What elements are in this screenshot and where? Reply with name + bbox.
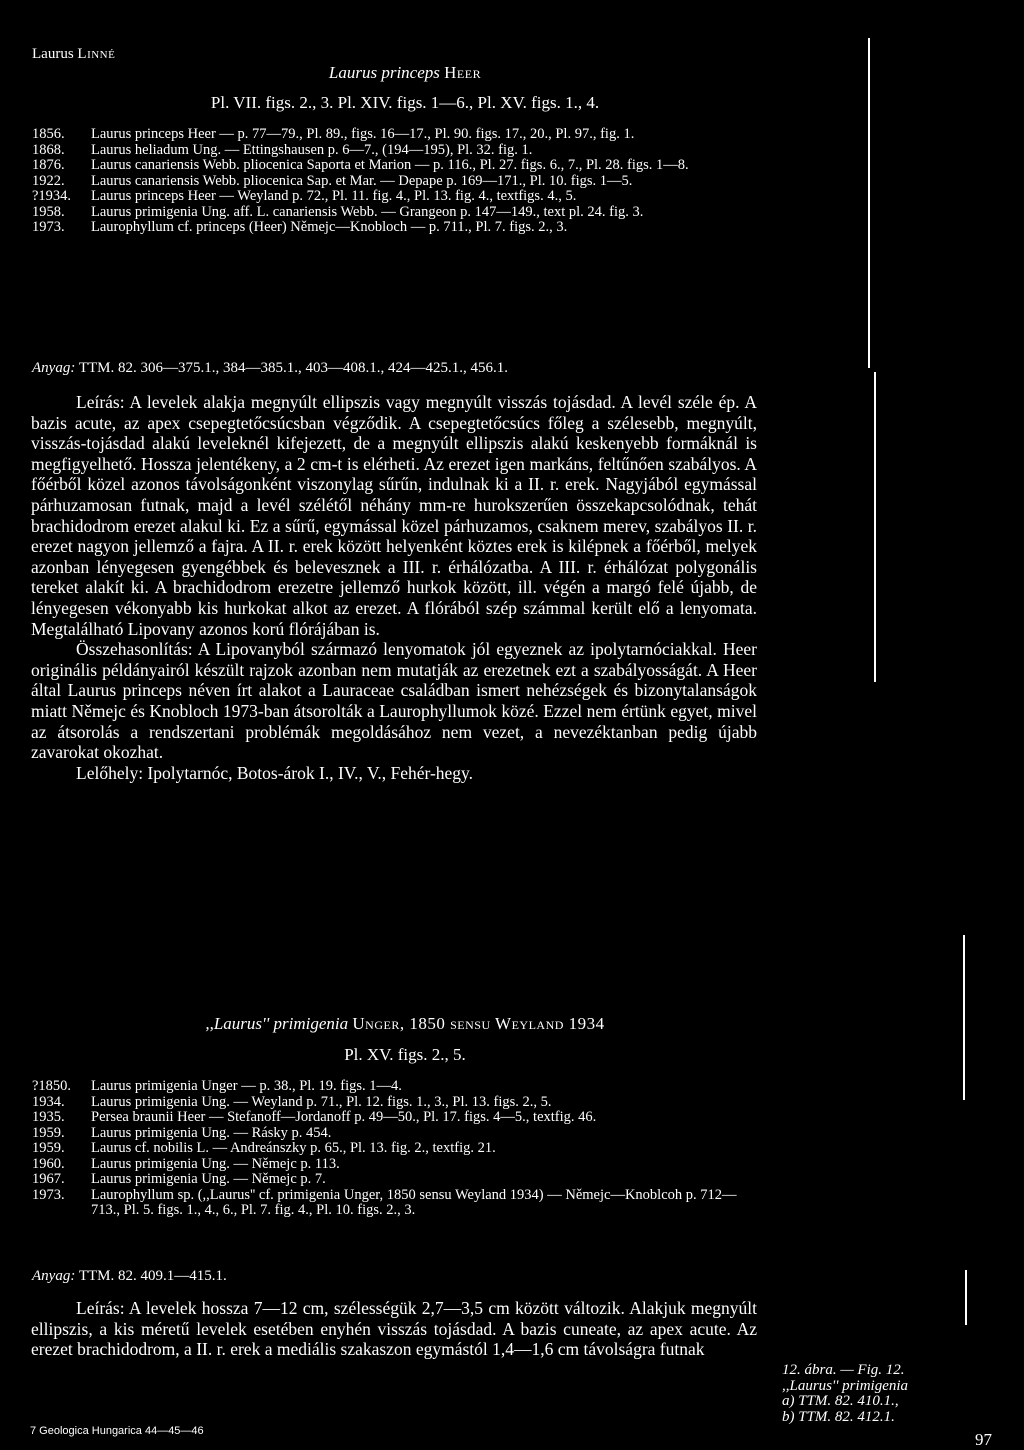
synonymy-year: 1960. [32, 1155, 65, 1172]
synonymy-entry [32, 1141, 762, 1157]
synonymy-entry [32, 158, 762, 174]
synonymy-text: Laurus primigenia Ung. — Rásky p. 454. [91, 1124, 332, 1141]
comparison-paragraph: Összehasonlítás: A Lipovanyból származó lenyomatok jól egyeznek az ipolytarnóciakkal. Heer originális példányairól készült rajzok azonban nem mutatják az erezetnek ezt a szabályosságát. A Heer által Laurus princeps néven írt alakot a Lauraceae családban ismert nehézségek és bizonytalanságok miatt Němejc és Knobloch 1973-ban átsorolták a Laurophyllumok közé. Ezzel nem értünk egyet, mivel az átsorolás a rendszertani problémák megoldásához nem vezet, a nevezéktanban pedig újabb zavarokat okozhat. [31, 639, 757, 763]
locality-paragraph: Lelőhely: Ipolytarnóc, Botos-árok I., IV., V., Fehér-hegy. [76, 762, 474, 783]
synonymy-text: Laurus primigenia Ung. — Němejc p. 7. [91, 1171, 326, 1187]
synonymy-entry [32, 1172, 762, 1188]
margin-line [965, 1270, 967, 1325]
synonymy-text: Laurus primigenia Ung. — Weyland p. 71., Pl. 12. figs. 1., 3., Pl. 13. figs. 2., 5. [91, 1093, 552, 1110]
synonymy-text: Laurophyllum cf. princeps (Heer) Němejc—Knobloch — p. 711., Pl. 7. figs. 2., 3. [91, 219, 568, 235]
synonymy-year: 1876. [32, 157, 65, 173]
synonymy-text: Laurus primigenia Ung. aff. L. canariensis Webb. — Grangeon p. 147—149., text pl. 24. fig. 3. [91, 203, 644, 220]
synonymy-entry [32, 1110, 762, 1126]
synonymy-entry [32, 220, 762, 236]
synonymy-year: 1856. [32, 126, 65, 142]
synonymy-year: ?1934. [32, 188, 72, 204]
description-paragraph: Leírás: A levelek hossza 7—12 cm, szélességük 2,7—3,5 cm között változik. Alakjuk megnyúlt ellipszis, a kis méretű levelek esetében enyhén visszás tojásdad. A bazis cuneate, az apex acute. Az erezet brachidodrom, a II. r. erek a mediális szakaszon egymástól 1,4—1,6 cm távolságra futnak [31, 1298, 757, 1360]
synonymy-entry [32, 189, 762, 205]
species-author: Heer [444, 63, 482, 82]
synonymy-year: 1868. [32, 141, 65, 158]
synonymy-year: 1934. [32, 1093, 65, 1110]
synonymy-text: Laurus canariensis Webb. pliocenica Sap. et Mar. — Depape p. 169—171., Pl. 10. figs. 1—5. [91, 172, 633, 189]
margin-line [874, 372, 876, 682]
synonymy-entry [32, 1126, 762, 1142]
material-label: Anyag: [32, 1268, 76, 1284]
synonymy-entry [32, 127, 762, 143]
synonymy-text: Laurus princeps Heer — Weyland p. 72., Pl. 11. fig. 4., Pl. 13. fig. 4., textfigs. 4., 5. [91, 188, 577, 204]
genus-heading [32, 46, 115, 63]
caption-line: b) TTM. 82. 412.1. [782, 1408, 895, 1425]
synonymy-year: 1922. [32, 172, 65, 189]
synonymy-list [32, 127, 762, 236]
material-text: TTM. 82. 409.1—415.1. [78, 1268, 227, 1284]
description-body [31, 392, 757, 783]
margin-line [868, 38, 870, 368]
caption-line: a) TTM. 82. 410.1., [782, 1393, 899, 1409]
synonymy-entry [32, 1188, 762, 1219]
synonymy-text: Laurus primigenia Ung. — Němejc p. 113. [91, 1155, 340, 1172]
genus-name: Laurus [32, 46, 78, 62]
species2-plates: Pl. XV. figs. 2., 5. [344, 1045, 466, 1064]
synonymy-year: 1959. [32, 1140, 65, 1156]
page-number: 97 [975, 1430, 992, 1449]
synonymy-text: Laurus cf. nobilis L. — Andreánszky p. 65., Pl. 13. fig. 2., textfig. 21. [91, 1140, 496, 1156]
synonymy-list-2 [32, 1079, 762, 1219]
species2-title [0, 1014, 810, 1034]
species2-name: ,,Laurus'' primigenia [205, 1014, 353, 1033]
species-name: Laurus princeps [328, 63, 440, 82]
caption-line: ,,Laurus'' primigenia [782, 1377, 909, 1394]
genus-author: Linné [77, 46, 116, 62]
synonymy-text: Persea braunii Heer — Stefanoff—Jordanoff p. 49—50., Pl. 17. figs. 4—5., textfig. 46. [91, 1109, 597, 1125]
synonymy-text: Laurus princeps Heer — p. 77—79., Pl. 89., figs. 16—17., Pl. 90. figs. 17., 20., Pl. 97., fig. 1. [91, 126, 635, 142]
synonymy-text: Laurophyllum sp. (,,Laurus'' cf. primigenia Unger, 1850 sensu Weyland 1934) — Němejc—Knoblcoh p. 712—713., Pl. 5. figs. 1., 4., 6., Pl. 7. fig. 4., Pl. 10. figs. 2., 3. [91, 1186, 737, 1218]
synonymy-entry [32, 174, 762, 190]
margin-line [963, 935, 965, 1100]
synonymy-year: 1935. [32, 1109, 65, 1125]
synonymy-year: 1973. [32, 219, 65, 235]
journal-footer: 7 Geologica Hungarica 44—45—46 [30, 1425, 204, 1437]
description-body-2 [31, 1298, 757, 1360]
caption-line: 12. ábra. — Fig. 12. [782, 1362, 905, 1378]
species2-author: Unger, 1850 sensu Weyland 1934 [352, 1014, 605, 1033]
synonymy-text: Laurus primigenia Unger — p. 38., Pl. 19. figs. 1—4. [91, 1078, 402, 1094]
figure-caption [782, 1363, 972, 1425]
synonymy-entry [32, 1157, 762, 1173]
synonymy-entry [32, 1079, 762, 1095]
synonymy-year: ?1850. [32, 1078, 72, 1094]
synonymy-year: 1958. [32, 203, 65, 220]
species-plates: Pl. VII. figs. 2., 3. Pl. XIV. figs. 1—6., Pl. XV. figs. 1., 4. [210, 93, 600, 112]
synonymy-year: 1967. [32, 1171, 65, 1187]
synonymy-text: Laurus canariensis Webb. pliocenica Saporta et Marion — p. 116., Pl. 27. figs. 6., 7., Pl. 28. figs. 1—8. [91, 157, 689, 173]
synonymy-year: 1959. [32, 1124, 65, 1141]
species-title [0, 63, 810, 83]
material-text: TTM. 82. 306—375.1., 384—385.1., 403—408.1., 424—425.1., 456.1. [78, 360, 508, 376]
description-paragraph: Leírás: A levelek alakja megnyúlt ellipszis vagy megnyúlt visszás tojásdad. A levél széle ép. A bazis acute, az apex csepegtetőcsúcsban végződik. A csepegtetőcsúcs főleg a szélesebb, megnyúlt, visszás-tojásdad alakú leveleknél kifejezett, de a megnyúlt ellipszis alakú keskenyebb formáknál is megfigyelhető. Hossza jelentékeny, a 2 cm-t is elérheti. Az erezet igen markáns, feltűnően szabályos. A főérből közel azonos távolságonként viszonylag sűrűn, indulnak ki a II. r. erek. Nagyjából egymással párhuzamosan futnak, majd a levél szélétől néhány mm-re hurokszerűen összekapcsolódnak, tehát brachidodrom erezet alakul ki. Ez a sűrű, egymással közel párhuzamos, csaknem merev, szabályos II. r. erezet nagyon jellemző a fajra. A II. r. erek között helyenként köztes erek is kilépnek a főérből, melyek azonban lényegesen gyengébbek és belevesznek a III. r. érhálózatba. A III. r. érhálózat polygonális tereket alakít ki. A brachidodrom erezetre jellemző hurkok között, ill. végén a margó felé újabb, de lényegesen vékonyabb kis hurkokat alkot az erezet. A flórából szép számmal került elő a lenyomata. Megtalálható Lipovany azonos korú flórájában is. [31, 392, 757, 639]
synonymy-year: 1973. [32, 1186, 65, 1203]
synonymy-entry [32, 143, 762, 159]
material-label: Anyag: [32, 360, 76, 376]
synonymy-entry [32, 205, 762, 221]
synonymy-entry [32, 1095, 762, 1111]
material-line-2 [32, 1268, 227, 1285]
material-line [32, 360, 508, 377]
synonymy-text: Laurus heliadum Ung. — Ettingshausen p. 6—7., (194—195), Pl. 32. fig. 1. [91, 141, 533, 158]
